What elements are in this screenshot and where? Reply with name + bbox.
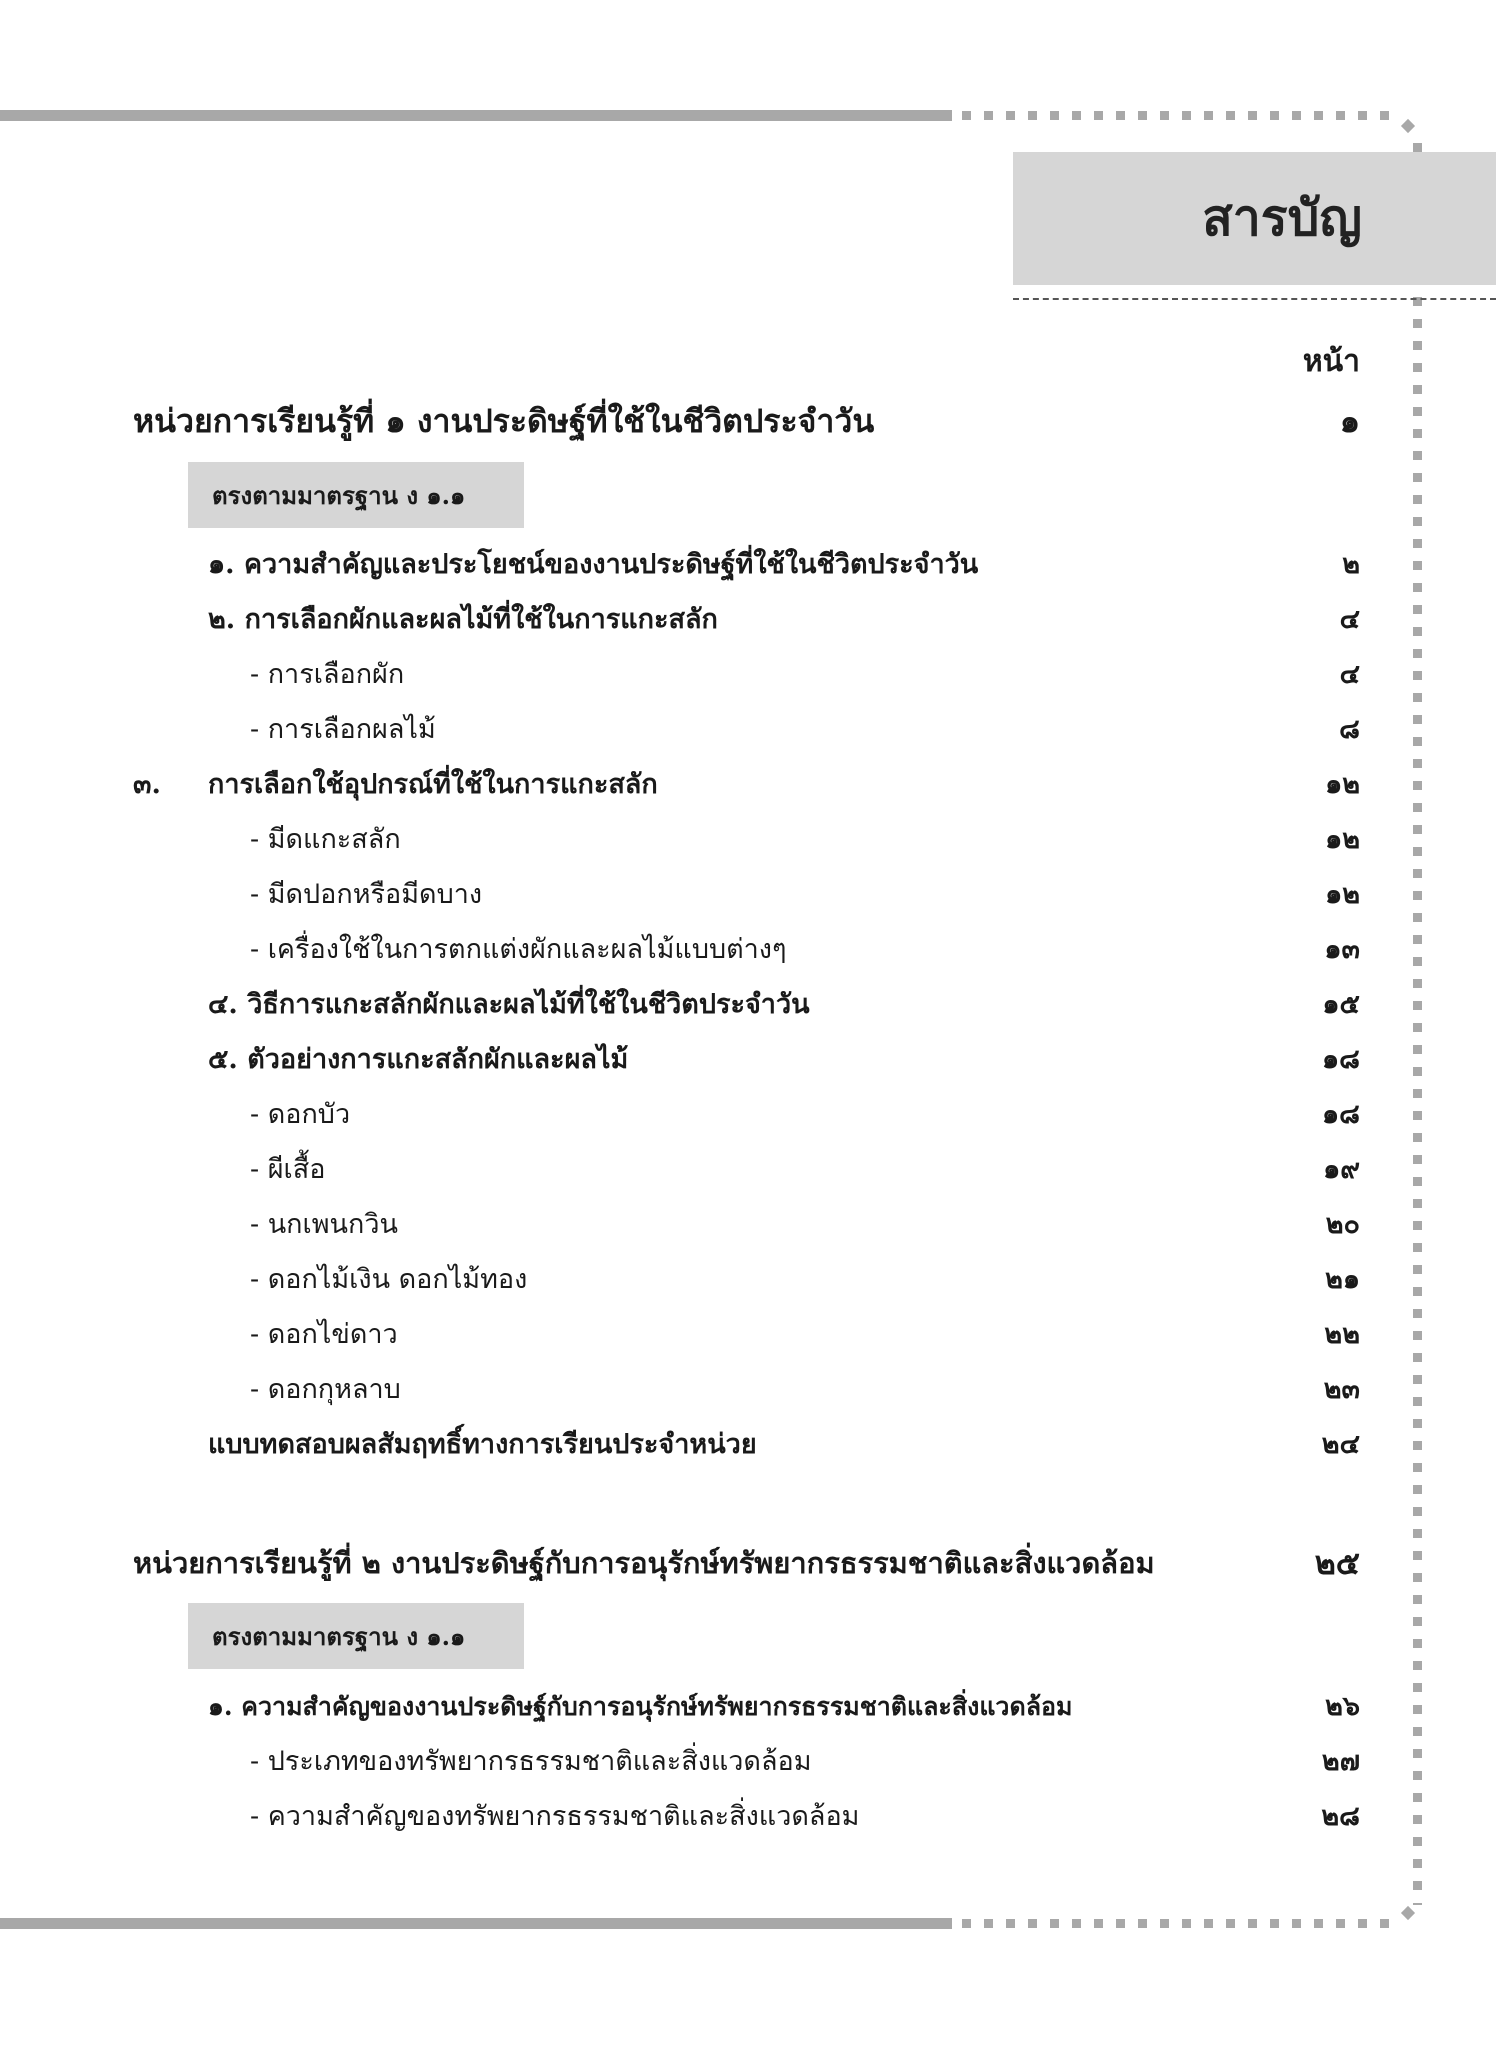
toc-subentry[interactable] [0, 1310, 1496, 1360]
toc-subentry[interactable] [0, 1737, 1496, 1787]
entry-text: - ดอกไม้เงิน ดอกไม้ทอง [250, 1264, 528, 1295]
entry-text: - มีดแกะสลัก [250, 824, 401, 855]
page-number: ๑๙ [1323, 1154, 1360, 1185]
page-number: ๒ [1342, 549, 1360, 580]
page-number: ๒๒ [1324, 1319, 1360, 1350]
page-number: ๒๐ [1325, 1209, 1360, 1240]
unit-heading[interactable] [0, 1538, 1496, 1588]
entry-text: ๑. ความสำคัญและประโยชน์ของงานประดิษฐ์ที่ใช้ในชีวิตประจำวัน [208, 549, 979, 580]
title-dashed-divider [1013, 298, 1496, 300]
standard-badge [188, 462, 524, 528]
toc-subentry[interactable] [0, 650, 1496, 700]
page-number: ๑๕ [1322, 989, 1360, 1020]
entry-text: - นกเพนกวิน [250, 1209, 398, 1240]
page-number: ๒๘ [1321, 1801, 1360, 1832]
entry-number: ๓. [133, 769, 161, 800]
toc-subentry[interactable] [0, 705, 1496, 755]
entry-text: - การเลือกผลไม้ [250, 714, 436, 745]
page-title: สารบัญ [1202, 189, 1362, 247]
toc-subentry[interactable] [0, 1792, 1496, 1842]
page-number: ๒๓ [1323, 1374, 1360, 1405]
toc-subentry[interactable] [0, 1365, 1496, 1415]
entry-text: - การเลือกผัก [250, 659, 405, 690]
bottom-rule-solid [0, 1918, 952, 1929]
page-number: ๘ [1339, 714, 1360, 745]
toc-subentry[interactable] [0, 925, 1496, 975]
page-column-header: หน้า [1302, 344, 1360, 379]
toc-subentry[interactable] [0, 1090, 1496, 1140]
page-number: ๑๘ [1322, 1044, 1360, 1075]
toc-subentry[interactable] [0, 815, 1496, 865]
entry-text: - ประเภทของทรัพยากรธรรมชาติและสิ่งแวดล้อม [250, 1746, 812, 1777]
bottom-rule-dotted [962, 1919, 1398, 1928]
unit-title: หน่วยการเรียนรู้ที่ ๒ งานประดิษฐ์กับการอนุรักษ์ทรัพยากรธรรมชาติและสิ่งแวดล้อม [133, 1546, 1155, 1580]
page-number: ๑๒ [1325, 824, 1360, 855]
page-number: ๔ [1339, 604, 1360, 635]
page-number: ๑๓ [1324, 934, 1360, 965]
page-number: ๒๗ [1321, 1746, 1360, 1777]
unit-heading[interactable] [0, 396, 1496, 446]
entry-text: - ความสำคัญของทรัพยากรธรรมชาติและสิ่งแวดล้อม [250, 1801, 860, 1832]
page-number: ๑๒ [1325, 879, 1360, 910]
toc-subentry[interactable] [0, 870, 1496, 920]
toc-entry[interactable] [0, 980, 1496, 1030]
page-number: ๒๑ [1325, 1264, 1360, 1295]
standard-label: ตรงตามมาตรฐาน ง ๑.๑ [212, 1621, 466, 1651]
entry-text: ๑. ความสำคัญของงานประดิษฐ์กับการอนุรักษ์ทรัพยากรธรรมชาติและสิ่งแวดล้อม [208, 1692, 1073, 1721]
page-number: ๔ [1339, 659, 1360, 690]
entry-text: - ดอกไข่ดาว [250, 1319, 398, 1350]
entry-text: ๕. ตัวอย่างการแกะสลักผักและผลไม้ [208, 1044, 629, 1075]
page-number: ๑๘ [1322, 1099, 1360, 1130]
page-number: ๒๕ [1314, 1544, 1360, 1582]
entry-text: ๔. วิธีการแกะสลักผักและผลไม้ที่ใช้ในชีวิตประจำวัน [208, 989, 810, 1020]
page-number: ๒๔ [1321, 1429, 1360, 1460]
toc-subentry[interactable] [0, 1145, 1496, 1195]
toc-entry[interactable] [0, 595, 1496, 645]
standard-label: ตรงตามมาตรฐาน ง ๑.๑ [212, 480, 466, 510]
page-number: ๒๖ [1325, 1691, 1360, 1722]
page-number: ๑ [1339, 402, 1360, 440]
standard-badge [188, 1603, 524, 1669]
toc-entry[interactable] [0, 540, 1496, 590]
toc-entry[interactable] [0, 1682, 1496, 1732]
entry-text: - ดอกบัว [250, 1099, 351, 1130]
bottom-corner-ornament [1401, 1906, 1415, 1920]
top-rule-dotted [962, 111, 1398, 120]
toc-subentry[interactable] [0, 1255, 1496, 1305]
entry-text: ๒. การเลือกผักและผลไม้ที่ใช้ในการแกะสลัก [208, 604, 718, 635]
top-rule-solid [0, 110, 952, 121]
toc-entry[interactable] [0, 1035, 1496, 1085]
top-corner-ornament [1401, 119, 1415, 133]
entry-text: การเลือกใช้อุปกรณ์ที่ใช้ในการแกะสลัก [208, 769, 658, 800]
page-number: ๑๒ [1325, 769, 1360, 800]
entry-text: - ดอกกุหลาบ [250, 1374, 401, 1405]
toc-entry[interactable] [0, 1420, 1496, 1470]
entry-text: - มีดปอกหรือมีดบาง [250, 879, 483, 910]
unit-title: หน่วยการเรียนรู้ที่ ๑ งานประดิษฐ์ที่ใช้ในชีวิตประจำวัน [133, 402, 875, 440]
entry-text: - ผีเสื้อ [250, 1154, 326, 1185]
entry-text: - เครื่องใช้ในการตกแต่งผักและผลไม้แบบต่างๆ [250, 934, 787, 965]
toc-subentry[interactable] [0, 1200, 1496, 1250]
entry-text: แบบทดสอบผลสัมฤทธิ์ทางการเรียนประจำหน่วย [208, 1429, 757, 1460]
toc-entry[interactable] [0, 760, 1496, 810]
toc-title-box [1013, 152, 1496, 285]
